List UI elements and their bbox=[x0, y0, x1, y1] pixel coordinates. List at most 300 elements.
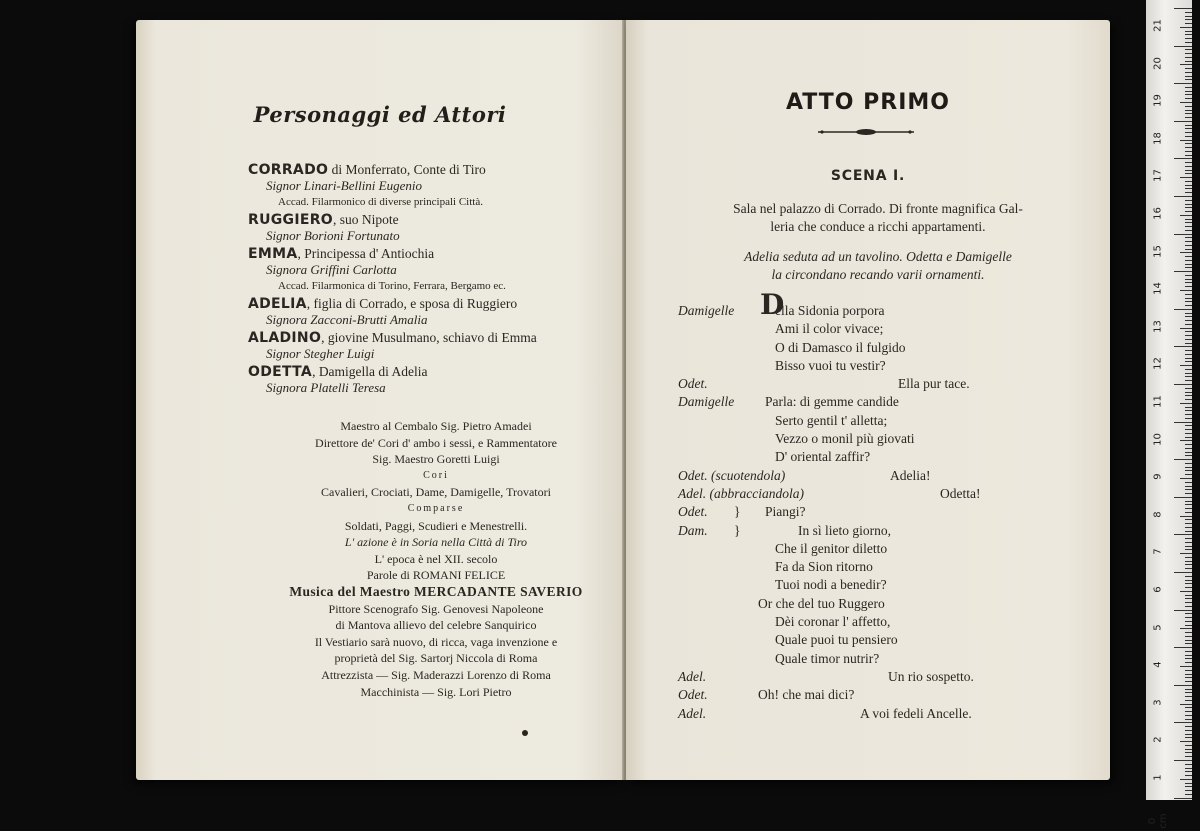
ruler-tick bbox=[1185, 433, 1192, 434]
ruler-tick bbox=[1174, 83, 1192, 84]
ruler-tick bbox=[1185, 546, 1192, 547]
ruler-tick bbox=[1185, 448, 1192, 449]
ruler-tick bbox=[1185, 786, 1192, 787]
speaker: Damigelle bbox=[678, 394, 735, 410]
ruler-tick bbox=[1185, 768, 1192, 769]
actor-name: Signora Platelli Teresa bbox=[266, 380, 386, 395]
ruler-tick bbox=[1185, 19, 1192, 20]
ruler-number: 8 bbox=[1152, 511, 1164, 518]
ruler-tick bbox=[1174, 534, 1192, 535]
ruler-tick bbox=[1174, 422, 1192, 423]
verse: Tuoi nodi a benedir? bbox=[775, 577, 887, 593]
ruler-tick bbox=[1180, 177, 1192, 178]
ruler-tick bbox=[1185, 110, 1192, 111]
ruler-tick bbox=[1185, 87, 1192, 88]
ruler-tick bbox=[1185, 486, 1192, 487]
role-name: RUGGIERO bbox=[248, 212, 333, 228]
ruler-tick bbox=[1185, 429, 1192, 430]
ruler-tick bbox=[1174, 722, 1192, 723]
dialogue-line bbox=[678, 522, 1098, 540]
ruler-tick bbox=[1185, 267, 1192, 268]
ruler-tick bbox=[1174, 234, 1192, 235]
ruler-tick bbox=[1185, 564, 1192, 565]
ruler-tick bbox=[1185, 568, 1192, 569]
credit-line: Musica del Maestro MERCADANTE SAVERIO bbox=[289, 583, 583, 599]
ruler-tick bbox=[1180, 102, 1192, 103]
ruler-tick bbox=[1185, 677, 1192, 678]
ruler-tick bbox=[1185, 354, 1192, 355]
dialogue-line bbox=[678, 288, 1098, 321]
ruler-tick bbox=[1185, 658, 1192, 659]
measuring-ruler bbox=[1146, 0, 1192, 829]
actor-name: Signora Griffini Carlotta bbox=[266, 262, 397, 277]
ruler-tick bbox=[1185, 343, 1192, 344]
ruler-tick bbox=[1180, 779, 1192, 780]
ruler-tick bbox=[1185, 598, 1192, 599]
ruler-tick bbox=[1185, 335, 1192, 336]
scene-title: SCENA I. bbox=[830, 168, 906, 184]
ruler-tick bbox=[1180, 591, 1192, 592]
ruler-tick bbox=[1185, 324, 1192, 325]
ruler-number: 0 cm bbox=[1147, 812, 1169, 829]
ruler-tick bbox=[1185, 16, 1192, 17]
verse: Quale timor nutrir? bbox=[775, 650, 880, 666]
ruler-number: 2 bbox=[1152, 736, 1164, 744]
ruler-tick bbox=[1180, 704, 1192, 705]
speaker: Odet. bbox=[678, 376, 708, 392]
ruler-number: 10 bbox=[1152, 432, 1164, 446]
ruler-tick bbox=[1185, 38, 1192, 39]
speaker: Dam. bbox=[678, 522, 708, 538]
ruler-number: 4 bbox=[1152, 661, 1164, 668]
ruler-tick bbox=[1174, 8, 1192, 9]
ruler-number: 11 bbox=[1152, 395, 1164, 408]
actor-note: Accad. Filarmonica di Torino, Ferrara, Bergamo ec. bbox=[278, 280, 506, 292]
verse: Or che del tuo Ruggero bbox=[758, 595, 885, 611]
ruler-tick bbox=[1185, 166, 1192, 167]
ruler-tick bbox=[1185, 181, 1192, 182]
ruler-tick bbox=[1185, 783, 1192, 784]
verse: Piangi? bbox=[765, 504, 806, 520]
ruler-tick bbox=[1185, 519, 1192, 520]
ruler-tick bbox=[1185, 794, 1192, 795]
role-description: , suo Nipote bbox=[333, 212, 399, 227]
dialogue-line bbox=[678, 540, 1098, 558]
ruler-tick bbox=[1185, 561, 1192, 562]
ruler-tick bbox=[1185, 719, 1192, 720]
ruler-tick bbox=[1185, 538, 1192, 539]
ruler-tick bbox=[1185, 613, 1192, 614]
cast-entry bbox=[248, 330, 628, 362]
ruler-tick bbox=[1185, 734, 1192, 735]
ruler-number: 1 bbox=[1152, 774, 1164, 781]
ruler-tick bbox=[1180, 365, 1192, 366]
ruler-tick bbox=[1174, 760, 1192, 761]
verse: Bisso vuoi tu vestir? bbox=[775, 357, 886, 373]
ruler-tick bbox=[1185, 606, 1192, 607]
ruler-number: 18 bbox=[1152, 131, 1164, 145]
ruler-tick bbox=[1185, 282, 1192, 283]
ruler-tick bbox=[1185, 286, 1192, 287]
ruler-tick bbox=[1185, 23, 1192, 24]
dialogue-line bbox=[678, 668, 1098, 686]
scene-setting bbox=[678, 200, 1078, 236]
ruler-number: 12 bbox=[1152, 357, 1164, 371]
ruler-tick bbox=[1185, 482, 1192, 483]
ruler-tick bbox=[1185, 226, 1192, 227]
ruler-tick bbox=[1185, 113, 1192, 114]
credit-line: Comparse bbox=[407, 502, 465, 514]
ruler-tick bbox=[1185, 512, 1192, 513]
ruler-tick bbox=[1185, 298, 1192, 299]
ruler-tick bbox=[1185, 452, 1192, 453]
dialogue-line bbox=[678, 613, 1098, 631]
verse: In sì lieto giorno, bbox=[798, 522, 891, 538]
verse: Ami il color vivace; bbox=[775, 321, 884, 337]
credit-line: Macchinista — Sig. Lori Pietro bbox=[360, 684, 512, 699]
ruler-tick bbox=[1185, 726, 1192, 727]
ruler-tick bbox=[1174, 271, 1192, 272]
ruler-tick bbox=[1185, 128, 1192, 129]
ruler-tick bbox=[1185, 143, 1192, 144]
ruler-tick bbox=[1180, 140, 1192, 141]
role-description: , Principessa d' Antiochia bbox=[297, 246, 435, 261]
ruler-tick bbox=[1185, 147, 1192, 148]
ruler-tick bbox=[1185, 125, 1192, 126]
ruler-tick bbox=[1185, 414, 1192, 415]
ruler-tick bbox=[1185, 94, 1192, 95]
speaker: Odet. bbox=[678, 504, 708, 520]
right-page bbox=[626, 20, 1110, 780]
verse: Dèi coronar l' affetto, bbox=[775, 614, 891, 630]
speaker: Odet. bbox=[678, 687, 708, 703]
ruler-tick bbox=[1174, 497, 1192, 498]
ruler-tick bbox=[1185, 249, 1192, 250]
ruler-number: 7 bbox=[1152, 548, 1164, 556]
verse: Serto gentil t' alletta; bbox=[775, 412, 888, 428]
ruler-tick bbox=[1185, 730, 1192, 731]
ruler-tick bbox=[1185, 399, 1192, 400]
ruler-tick bbox=[1180, 516, 1192, 517]
ruler-tick bbox=[1185, 136, 1192, 137]
dialogue-line bbox=[678, 430, 1098, 448]
cast-entry bbox=[248, 296, 628, 328]
ruler-tick bbox=[1185, 467, 1192, 468]
ruler-tick bbox=[1185, 204, 1192, 205]
ruler-tick bbox=[1174, 459, 1192, 460]
ruler-tick bbox=[1185, 388, 1192, 389]
actor-note: Accad. Filarmonico di diverse principali Città. bbox=[278, 196, 483, 208]
ruler-tick bbox=[1185, 151, 1192, 152]
dialogue-line bbox=[678, 375, 1098, 393]
ruler-tick bbox=[1185, 501, 1192, 502]
ruler-tick bbox=[1180, 328, 1192, 329]
ruler-tick bbox=[1185, 12, 1192, 13]
ruler-number: 14 bbox=[1152, 282, 1164, 296]
ruler-tick bbox=[1174, 610, 1192, 611]
ruler-tick bbox=[1185, 674, 1192, 675]
verse: Fa da Sion ritorno bbox=[775, 559, 873, 575]
ruler-tick bbox=[1185, 230, 1192, 231]
ornament-divider bbox=[816, 128, 916, 136]
role-description: , Damigella di Adelia bbox=[312, 364, 428, 379]
ruler-tick bbox=[1185, 700, 1192, 701]
ruler-tick bbox=[1185, 651, 1192, 652]
role-description: di Monferrato, Conte di Tiro bbox=[328, 162, 486, 177]
open-book bbox=[136, 20, 1116, 780]
role-name: CORRADO bbox=[248, 162, 329, 178]
ruler-number: 3 bbox=[1152, 699, 1164, 706]
ruler-tick bbox=[1185, 557, 1192, 558]
ruler-tick bbox=[1185, 455, 1192, 456]
drop-cap: D bbox=[760, 288, 785, 321]
verse: Odetta! bbox=[940, 485, 981, 501]
ruler-tick bbox=[1174, 346, 1192, 347]
ruler-tick bbox=[1185, 313, 1192, 314]
cast-entry bbox=[248, 364, 628, 396]
ruler-tick bbox=[1180, 64, 1192, 65]
staff-credits bbox=[276, 418, 596, 700]
credit-line: L' azione è in Soria nella Città di Tiro bbox=[344, 535, 528, 550]
ruler-tick bbox=[1174, 121, 1192, 122]
ruler-tick bbox=[1185, 790, 1192, 791]
dialogue-line bbox=[678, 631, 1098, 649]
role-name: ODETTA bbox=[248, 364, 313, 380]
setting-line: leria che conduce a ricchi appartamenti. bbox=[770, 219, 986, 234]
ruler-tick bbox=[1185, 643, 1192, 644]
ruler-tick bbox=[1185, 474, 1192, 475]
ruler-tick bbox=[1185, 580, 1192, 581]
ruler-tick bbox=[1185, 707, 1192, 708]
ruler-tick bbox=[1185, 72, 1192, 73]
ruler-tick bbox=[1180, 252, 1192, 253]
ruler-tick bbox=[1185, 696, 1192, 697]
ruler-tick bbox=[1185, 380, 1192, 381]
ruler-tick bbox=[1185, 437, 1192, 438]
credit-line: proprietà del Sig. Sartorj Niccola di Roma bbox=[334, 651, 538, 666]
dialogue bbox=[678, 288, 1098, 723]
role-description: , figlia di Corrado, e sposa di Ruggiero bbox=[306, 296, 518, 311]
ruler-tick bbox=[1185, 53, 1192, 54]
ruler-tick bbox=[1185, 106, 1192, 107]
ruler-tick bbox=[1185, 316, 1192, 317]
stage-line: Adelia seduta ad un tavolino. Odetta e Damigelle bbox=[744, 249, 1012, 264]
speaker: Adel. bbox=[678, 668, 707, 684]
ruler-tick bbox=[1185, 331, 1192, 332]
ruler-tick bbox=[1185, 662, 1192, 663]
ruler-tick bbox=[1185, 132, 1192, 133]
dialogue-line bbox=[678, 448, 1098, 466]
ruler-tick bbox=[1185, 681, 1192, 682]
ruler-tick bbox=[1185, 155, 1192, 156]
ruler-number: 17 bbox=[1152, 169, 1164, 183]
ruler-tick bbox=[1185, 587, 1192, 588]
ruler-tick bbox=[1185, 264, 1192, 265]
ruler-tick bbox=[1185, 737, 1192, 738]
ruler-tick bbox=[1185, 222, 1192, 223]
ruler-tick bbox=[1185, 771, 1192, 772]
ruler-tick bbox=[1174, 309, 1192, 310]
credit-line: Il Vestiario sarà nuovo, di ricca, vaga invenzione e bbox=[314, 634, 558, 649]
ruler-tick bbox=[1185, 617, 1192, 618]
ruler-tick bbox=[1185, 504, 1192, 505]
role-name: EMMA bbox=[248, 246, 298, 262]
ruler-tick bbox=[1185, 162, 1192, 163]
ruler-tick bbox=[1185, 527, 1192, 528]
left-page bbox=[136, 20, 624, 780]
ruler-tick bbox=[1185, 463, 1192, 464]
act-title: ATTO PRIMO bbox=[785, 90, 951, 115]
ruler-tick bbox=[1185, 752, 1192, 753]
credit-line: Cori bbox=[423, 469, 449, 481]
ruler-tick bbox=[1185, 350, 1192, 351]
ruler-tick bbox=[1185, 361, 1192, 362]
dialogue-line bbox=[678, 558, 1098, 576]
ruler-tick bbox=[1185, 621, 1192, 622]
role-name: ALADINO bbox=[248, 330, 322, 346]
ruler-tick bbox=[1185, 211, 1192, 212]
dialogue-line bbox=[678, 467, 1098, 485]
stage-direction bbox=[678, 248, 1078, 284]
ruler-tick bbox=[1185, 42, 1192, 43]
ruler-tick bbox=[1185, 636, 1192, 637]
ruler-tick bbox=[1180, 403, 1192, 404]
credit-line: Pittore Scenografo Sig. Genovesi Napoleone bbox=[328, 601, 544, 616]
ruler-tick bbox=[1180, 553, 1192, 554]
ruler-tick bbox=[1174, 572, 1192, 573]
ruler-tick bbox=[1185, 602, 1192, 603]
ruler-tick bbox=[1185, 61, 1192, 62]
verse: Adelia! bbox=[890, 467, 931, 483]
ruler-tick bbox=[1174, 158, 1192, 159]
ruler-tick bbox=[1185, 170, 1192, 171]
dialogue-line bbox=[678, 595, 1098, 613]
verse: Parla: di gemme candide bbox=[765, 394, 899, 410]
ruler-tick bbox=[1185, 207, 1192, 208]
ruler-tick bbox=[1174, 196, 1192, 197]
role-name: ADELIA bbox=[248, 296, 307, 312]
verse: Un rio sospetto. bbox=[888, 668, 974, 684]
ruler-tick bbox=[1174, 647, 1192, 648]
dialogue-line bbox=[678, 705, 1098, 723]
ruler-tick bbox=[1185, 576, 1192, 577]
ruler-tick bbox=[1185, 339, 1192, 340]
ruler-tick bbox=[1185, 715, 1192, 716]
ruler-tick bbox=[1185, 407, 1192, 408]
ruler-tick bbox=[1185, 373, 1192, 374]
cast-list bbox=[248, 160, 628, 396]
ruler-tick bbox=[1185, 305, 1192, 306]
ruler-tick bbox=[1185, 749, 1192, 750]
ruler-tick bbox=[1185, 237, 1192, 238]
ruler-tick bbox=[1185, 692, 1192, 693]
credit-line: Maestro al Cembalo Sig. Pietro Amadei bbox=[340, 419, 532, 433]
ruler-tick bbox=[1185, 632, 1192, 633]
ruler-tick bbox=[1185, 79, 1192, 80]
verse: Che il genitor diletto bbox=[775, 540, 888, 556]
ruler-tick bbox=[1185, 369, 1192, 370]
ruler-tick bbox=[1185, 418, 1192, 419]
ruler-tick bbox=[1185, 549, 1192, 550]
credit-line: Attrezzista — Sig. Maderazzi Lorenzo di Roma bbox=[321, 667, 551, 682]
ruler-tick bbox=[1185, 775, 1192, 776]
ruler-tick bbox=[1185, 583, 1192, 584]
verse: D' oriental zaffir? bbox=[775, 449, 871, 465]
cast-entry bbox=[248, 212, 628, 244]
ruler-tick bbox=[1185, 34, 1192, 35]
ruler-tick bbox=[1185, 76, 1192, 77]
verse: Ella pur tace. bbox=[898, 376, 970, 392]
ruler-tick bbox=[1185, 294, 1192, 295]
ruler-tick bbox=[1185, 279, 1192, 280]
ink-spot bbox=[522, 730, 528, 736]
ruler-tick bbox=[1185, 49, 1192, 50]
ruler-number: 5 bbox=[1152, 623, 1164, 631]
ruler-tick bbox=[1185, 711, 1192, 712]
ruler-tick bbox=[1185, 392, 1192, 393]
ruler-tick bbox=[1174, 798, 1192, 799]
role-description: , giovine Musulmano, schiavo di Emma bbox=[321, 330, 537, 345]
ruler-number: 19 bbox=[1152, 94, 1164, 108]
ruler-tick bbox=[1180, 290, 1192, 291]
dialogue-line bbox=[678, 576, 1098, 594]
ruler-tick bbox=[1180, 27, 1192, 28]
ruler-tick bbox=[1185, 395, 1192, 396]
ruler-tick bbox=[1185, 241, 1192, 242]
verse: O di Damasco il fulgido bbox=[775, 339, 906, 355]
ruler-tick bbox=[1174, 46, 1192, 47]
ruler-number: 9 bbox=[1152, 473, 1164, 480]
ruler-tick bbox=[1185, 542, 1192, 543]
dialogue-line bbox=[678, 686, 1098, 704]
ruler-number: 21 bbox=[1152, 19, 1164, 32]
speaker: Odet. (scuotendola) bbox=[678, 467, 786, 483]
ruler-tick bbox=[1185, 117, 1192, 118]
brace-mark: } bbox=[734, 504, 741, 520]
ruler-tick bbox=[1185, 98, 1192, 99]
verse: ella Sidonia porpora bbox=[775, 303, 885, 318]
actor-name: Signor Linari-Bellini Eugenio bbox=[266, 178, 422, 193]
ruler-tick bbox=[1185, 219, 1192, 220]
ruler-tick bbox=[1185, 275, 1192, 276]
ruler-tick bbox=[1185, 523, 1192, 524]
actor-name: Signor Stegher Luigi bbox=[266, 346, 375, 361]
ruler-tick bbox=[1185, 320, 1192, 321]
ruler-tick bbox=[1185, 689, 1192, 690]
ruler-tick bbox=[1185, 91, 1192, 92]
stage-line: la circondano recando varii ornamenti. bbox=[771, 267, 985, 282]
ruler-tick bbox=[1185, 745, 1192, 746]
speaker: Damigelle bbox=[678, 303, 735, 318]
ruler-tick bbox=[1185, 57, 1192, 58]
actor-name: Signora Zacconi-Brutti Amalia bbox=[266, 312, 428, 327]
cast-entry bbox=[248, 162, 628, 210]
ruler-tick bbox=[1185, 358, 1192, 359]
dialogue-line bbox=[678, 650, 1098, 668]
ruler-tick bbox=[1185, 444, 1192, 445]
credit-line: L' epoca è nel XII. secolo bbox=[374, 551, 498, 566]
ruler-tick bbox=[1185, 260, 1192, 261]
speaker: Adel. (abbracciandola) bbox=[678, 485, 804, 501]
ruler-tick bbox=[1185, 256, 1192, 257]
ruler-tick bbox=[1185, 376, 1192, 377]
ruler-tick bbox=[1185, 764, 1192, 765]
setting-line: Sala nel palazzo di Corrado. Di fronte magnifica Gal- bbox=[733, 201, 1023, 216]
ruler-tick bbox=[1185, 245, 1192, 246]
ruler-number: 16 bbox=[1152, 207, 1164, 220]
credit-line: Sig. Maestro Goretti Luigi bbox=[372, 452, 500, 467]
ruler-tick bbox=[1185, 640, 1192, 641]
